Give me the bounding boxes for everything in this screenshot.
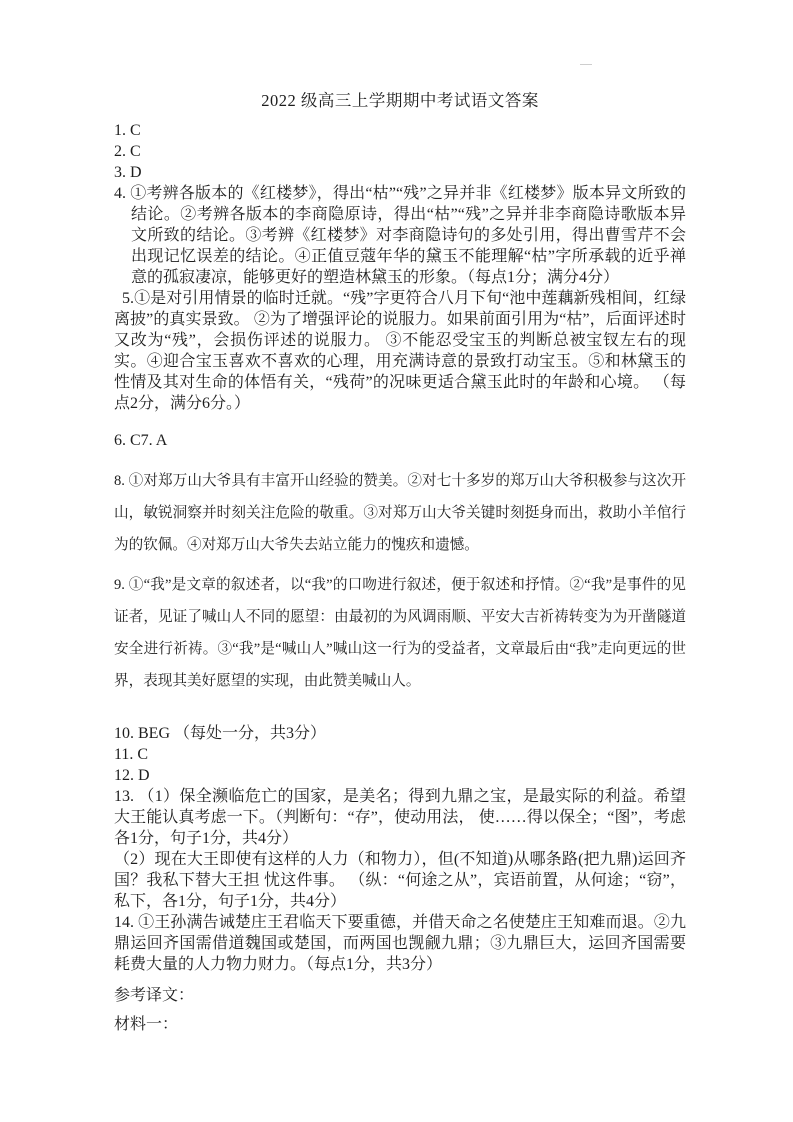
answer-8: 8. ①对郑万山大爷具有丰富开山经验的赞美。②对七十多岁的郑万山大爷积极参与这次开山，敏锐洞察并时刻关注危险的敬重。③对郑万山大爷关键时刻挺身而出，救助小羊倌行为的钦佩。④对郑万山大爷失去站立能力的愧疚和遗憾。 bbox=[114, 473, 686, 553]
answer-1: 1. C bbox=[114, 122, 141, 139]
answer-2: 2. C bbox=[114, 143, 141, 160]
answer-10: 10. BEG （每处一分，共3分） bbox=[114, 725, 327, 742]
page-title: 2022 级高三上学期期中考试语文答案 bbox=[261, 91, 539, 110]
answer-13-part-1: 13. （1）保全濒临危亡的国家，是美名；得到九鼎之宝，是最实际的利益。希望大王能认真考虑一下。（判断句：“存”，使动用法， 使……得以保全；“图”，考虑 各1分，句子1分，共4分） bbox=[114, 788, 686, 847]
answer-13-part-2: （2）现在大王即使有这样的人力（和物力），但(不知道)从哪条路(把九鼎)运回齐国？我私下替大王担 忧这件事。 （纵：“何途之从”，宾语前置，从何途；“窃”，私下，各1分，句子1分，共4分） bbox=[114, 851, 686, 910]
corner-mark: ＿ bbox=[580, 52, 594, 66]
answer-sheet-content bbox=[114, 90, 686, 1035]
answer-11: 11. C bbox=[114, 746, 149, 763]
answer-6-7: 6. C7. A bbox=[114, 432, 168, 449]
label-material-one: 材料一： bbox=[114, 1016, 179, 1033]
answer-3: 3. D bbox=[114, 164, 142, 181]
label-reference-translation: 参考译文： bbox=[114, 987, 195, 1004]
answer-12: 12. D bbox=[114, 767, 150, 784]
answer-9: 9. ①“我”是文章的叙述者，以“我”的口吻进行叙述，便于叙述和抒情。②“我”是事件的见证者，见证了喊山人不同的愿望：由最初的为风调雨顺、平安大吉祈祷转变为为开凿隧道安全进行祈祷。③“我”是“喊山人”喊山这一行为的受益者，文章最后由“我”走向更远的世界，表现其美好愿望的实现，由此赞美喊山人。 bbox=[114, 577, 686, 689]
answer-14: 14. ①王孙满告诫楚庄王君临天下要重德，并借天命之名使楚庄王知难而退。②九鼎运回齐国需借道魏国或楚国，而两国也觊觎九鼎；③九鼎巨大，运回齐国需要耗费大量的人力物力财力。（每点1分，共3分） bbox=[114, 914, 686, 973]
answer-4: 4. ①考辨各版本的《红楼梦》，得出“枯”“残”之异并非《红楼梦》版本异文所致的结论。②考辨各版本的李商隐原诗，得出“枯”“残”之异并非李商隐诗歌版本异文所致的结论。③考辨《红楼梦》对李商隐诗句的多处引用，得出曹雪芹不会出现记忆误差的结论。④正值豆蔻年华的黛玉不能理解“枯”字所承载的近乎禅意的孤寂凄凉，能够更好的塑造林黛玉的形象。（每点1分；满分4分） bbox=[114, 185, 686, 286]
answer-5: 5.①是对引用情景的临时迁就。“残”字更符合八月下旬“池中莲藕新残相间，红绿离披”的真实景致。 ②为了增强评论的说服力。如果前面引用为“枯”，后面评述时又改为“残”，会损伤评述的说服力。 ③不能忍受宝玉的判断总被宝钗左右的现实。④迎合宝玉喜欢不喜欢的心理，用充满诗意的景致打动宝玉。⑤和林黛玉的性情及其对生命的体悟有关，“残荷”的况味更适合黛玉此时的年龄和心境。 （每点2分，满分6分。） bbox=[114, 290, 686, 412]
